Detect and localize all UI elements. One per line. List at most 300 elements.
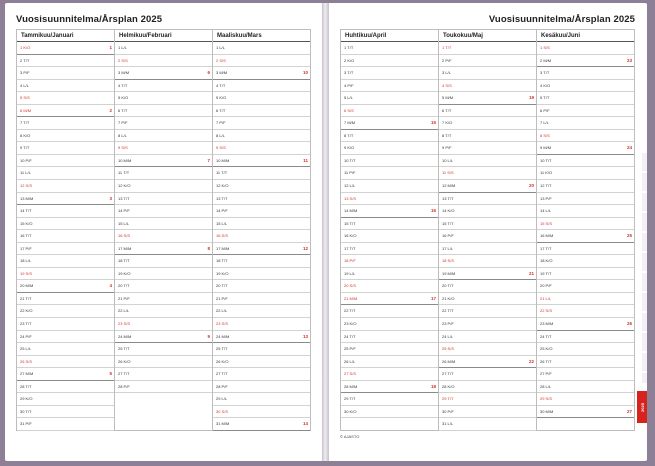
day-row (213, 331, 310, 344)
day-label: 14 P/F (216, 208, 228, 214)
day-label: 13 M/M (20, 195, 34, 201)
day-label: 2 K/O (344, 57, 355, 63)
day-row (439, 305, 536, 318)
day-label: 6 S/S (344, 107, 354, 113)
day-row (341, 117, 438, 130)
day-label: 20 T/T (442, 283, 454, 289)
day-row (17, 92, 114, 105)
day-label: 21 L/L (540, 295, 552, 301)
month-grid (16, 29, 311, 431)
day-row (439, 293, 536, 306)
month-column-february (115, 30, 213, 430)
day-label: 19 K/O (118, 270, 131, 276)
day-label: 11 P/F (344, 170, 356, 176)
day-label: 7 K/O (442, 120, 453, 126)
month-column-april (340, 30, 439, 430)
week-number: 21 (528, 270, 534, 276)
binding-gutter (322, 3, 329, 461)
day-row (439, 67, 536, 80)
month-header: Kesäkuu/Juni (537, 30, 634, 42)
day-row (213, 268, 310, 281)
day-row (439, 117, 536, 130)
day-label: 30 P/F (442, 408, 454, 414)
day-row (341, 331, 438, 344)
day-row (115, 167, 212, 180)
day-label: 12 T/T (540, 183, 552, 189)
week-number: 9 (207, 333, 210, 339)
week-number: 23 (626, 57, 632, 63)
day-label: 3 M/M (216, 70, 228, 76)
week-number: 20 (528, 183, 534, 189)
day-row (439, 331, 536, 344)
day-row (537, 218, 634, 231)
day-row (341, 42, 438, 55)
day-label: 9 T/T (20, 145, 30, 151)
day-label: 3 M/M (118, 70, 130, 76)
day-label: 26 M/M (442, 358, 456, 364)
day-label: 8 T/T (442, 132, 452, 138)
day-row (213, 318, 310, 331)
week-number: 22 (528, 358, 534, 364)
day-label: 2 T/T (20, 57, 30, 63)
day-row (17, 42, 114, 55)
day-label: 16 M/M (540, 233, 554, 239)
day-row (115, 343, 212, 356)
day-row (341, 406, 438, 419)
day-row (17, 343, 114, 356)
day-label: 20 P/F (540, 283, 552, 289)
day-row (115, 80, 212, 93)
day-row (341, 105, 438, 118)
day-row (115, 268, 212, 281)
day-label: 7 P/F (118, 120, 128, 126)
day-label: 31 L/L (442, 421, 454, 427)
day-label: 1 S/S (540, 45, 550, 50)
day-label: 22 L/L (118, 308, 130, 314)
day-row (115, 305, 212, 318)
day-label: 6 T/T (118, 107, 128, 113)
day-row (17, 305, 114, 318)
day-label: 19 K/O (216, 270, 229, 276)
day-label: 24 M/M (216, 333, 230, 339)
day-row (439, 268, 536, 281)
day-label: 28 K/O (442, 383, 455, 389)
day-row (537, 268, 634, 281)
day-label: 24 P/F (20, 333, 32, 339)
day-label: 16 P/F (442, 233, 454, 239)
day-row (213, 243, 310, 256)
day-row (537, 167, 634, 180)
day-label: 7 P/F (216, 120, 226, 126)
day-row (537, 155, 634, 168)
day-row (341, 318, 438, 331)
day-label: 10 M/M (118, 157, 132, 163)
week-number: 24 (626, 145, 632, 151)
day-label: 6 M/M (20, 107, 32, 113)
day-row (439, 393, 536, 406)
day-label: 20 M/M (20, 283, 34, 289)
day-row (115, 117, 212, 130)
day-label: 13 T/T (118, 195, 130, 201)
day-row (17, 243, 114, 256)
day-row (17, 368, 114, 381)
day-label: 30 K/O (344, 408, 357, 414)
day-row (537, 255, 634, 268)
day-row (341, 130, 438, 143)
day-row (537, 205, 634, 218)
day-label: 4 T/T (118, 82, 128, 88)
day-label: 23 K/O (344, 321, 357, 327)
day-label: 27 T/T (442, 371, 454, 377)
day-row (213, 293, 310, 306)
day-label: 30 M/M (540, 408, 554, 414)
day-label: 18 K/O (540, 258, 553, 264)
day-row (537, 318, 634, 331)
week-number: 3 (109, 195, 112, 201)
day-label: 11 L/L (20, 170, 31, 176)
day-row (213, 117, 310, 130)
day-row (213, 368, 310, 381)
month-header: Maaliskuu/Mars (213, 30, 310, 42)
day-label: 7 T/T (20, 120, 30, 126)
day-row (115, 318, 212, 331)
day-label: 1 L/L (118, 45, 127, 50)
day-row (213, 305, 310, 318)
day-row (213, 42, 310, 55)
day-row (537, 180, 634, 193)
day-label: 31 P/F (20, 421, 32, 427)
day-label: 7 M/M (344, 120, 356, 126)
day-row (17, 67, 114, 80)
day-label: 8 S/S (540, 132, 550, 138)
day-row (115, 193, 212, 206)
day-row (17, 117, 114, 130)
day-label: 9 M/M (540, 145, 552, 151)
day-row (537, 356, 634, 369)
day-label: 15 L/L (216, 220, 228, 226)
day-label: 5 S/S (20, 95, 30, 101)
week-number: 1 (109, 45, 112, 50)
day-label: 10 P/F (20, 157, 32, 163)
day-label: 4 L/L (20, 82, 29, 88)
day-label: 13 S/S (344, 195, 357, 201)
day-label: 23 S/S (216, 321, 229, 327)
day-label: 16 T/T (20, 233, 32, 239)
day-row (17, 193, 114, 206)
day-label: 19 M/M (442, 270, 456, 276)
day-row (17, 381, 114, 394)
week-number: 2 (109, 107, 112, 113)
day-label: 25 S/S (442, 346, 455, 352)
month-header: Helmikuu/Februari (115, 30, 212, 42)
day-row (537, 368, 634, 381)
day-label: 25 T/T (118, 346, 130, 352)
day-label: 23 T/T (20, 321, 32, 327)
day-label: 12 M/M (442, 183, 456, 189)
day-row (341, 80, 438, 93)
day-label: 12 L/L (344, 183, 356, 189)
day-row (341, 393, 438, 406)
day-label: 17 M/M (118, 245, 132, 251)
day-row (439, 218, 536, 231)
day-row (17, 331, 114, 344)
day-label: 24 T/T (540, 333, 552, 339)
day-label: 29 S/S (540, 396, 553, 402)
day-label: 23 P/F (442, 321, 454, 327)
day-row (17, 418, 114, 431)
day-label: 18 T/T (216, 258, 228, 264)
day-row (17, 255, 114, 268)
day-row (213, 155, 310, 168)
week-number: 14 (302, 421, 308, 427)
month-grid (340, 29, 635, 431)
day-label: 22 T/T (442, 308, 454, 314)
day-row (341, 218, 438, 231)
month-header: Tammikuu/Januari (17, 30, 114, 42)
planner-right-page (329, 3, 647, 461)
day-label: 27 T/T (216, 371, 228, 377)
week-number: 4 (109, 283, 112, 289)
day-row (115, 293, 212, 306)
day-row (17, 293, 114, 306)
day-row (213, 167, 310, 180)
day-row (213, 218, 310, 231)
week-number: 26 (626, 321, 632, 327)
year-index-tab[interactable] (637, 391, 647, 423)
day-row (17, 130, 114, 143)
day-row (213, 92, 310, 105)
day-label: 24 T/T (344, 333, 356, 339)
day-row (537, 67, 634, 80)
week-number: 27 (626, 408, 632, 414)
day-label: 28 M/M (344, 383, 358, 389)
month-index-strip (642, 153, 647, 383)
day-row (439, 368, 536, 381)
day-row (341, 92, 438, 105)
day-label: 12 K/O (216, 183, 229, 189)
day-label: 28 L/L (540, 383, 552, 389)
day-label: 10 L/L (442, 157, 454, 163)
day-label: 9 P/F (442, 145, 452, 151)
day-row (341, 67, 438, 80)
day-row (537, 80, 634, 93)
day-row (341, 205, 438, 218)
day-row (439, 230, 536, 243)
day-label: 16 S/S (118, 233, 131, 239)
day-label: 12 K/O (118, 183, 131, 189)
day-row (439, 55, 536, 68)
day-label: 2 M/M (540, 57, 552, 63)
week-number: 19 (528, 95, 534, 101)
day-row (213, 343, 310, 356)
day-row (341, 243, 438, 256)
day-label: 14 M/M (344, 208, 358, 214)
day-label: 8 L/L (216, 132, 225, 138)
day-label: 4 K/O (540, 82, 551, 88)
day-label: 6 T/T (442, 107, 452, 113)
day-row (115, 105, 212, 118)
month-header: Huhtikuu/April (341, 30, 438, 42)
day-row (341, 356, 438, 369)
day-label: 4 P/F (344, 82, 354, 88)
day-label: 20 S/S (344, 283, 357, 289)
day-label: 17 P/F (20, 245, 32, 251)
day-row (213, 80, 310, 93)
day-row (537, 305, 634, 318)
day-row (115, 67, 212, 80)
day-label: 13 P/F (540, 195, 552, 201)
day-row (17, 155, 114, 168)
day-row (213, 67, 310, 80)
day-row (17, 268, 114, 281)
day-label: 15 T/T (442, 220, 454, 226)
day-label: 1 T/T (344, 45, 354, 50)
day-label: 19 T/T (540, 270, 552, 276)
day-row (439, 406, 536, 419)
day-label: 21 P/F (118, 295, 130, 301)
day-row (17, 218, 114, 231)
day-label: 27 P/F (540, 371, 552, 377)
day-row (115, 255, 212, 268)
week-number: 11 (303, 157, 308, 163)
day-row (17, 55, 114, 68)
day-label: 8 L/L (118, 132, 127, 138)
day-label: 3 L/L (442, 70, 451, 76)
day-row (17, 393, 114, 406)
day-row (17, 205, 114, 218)
day-label: 23 S/S (118, 321, 131, 327)
day-row (115, 381, 212, 394)
month-column-june (537, 30, 635, 430)
day-row (439, 167, 536, 180)
day-row (439, 381, 536, 394)
day-row (439, 318, 536, 331)
day-label: 15 T/T (344, 220, 356, 226)
day-label: 19 S/S (20, 270, 33, 276)
day-row (17, 280, 114, 293)
day-row (439, 105, 536, 118)
day-label: 29 T/T (344, 396, 356, 402)
day-row (341, 280, 438, 293)
day-label: 16 S/S (216, 233, 229, 239)
day-label: 28 P/F (118, 383, 130, 389)
day-label: 14 K/O (442, 208, 455, 214)
day-label: 12 S/S (20, 183, 33, 189)
day-row (341, 167, 438, 180)
day-row (213, 193, 310, 206)
day-row (115, 42, 212, 55)
day-row (537, 193, 634, 206)
day-label: 6 P/F (540, 107, 550, 113)
year-tab-label: 2025 (639, 402, 645, 412)
day-label: 10 T/T (540, 157, 552, 163)
day-row (439, 343, 536, 356)
day-label: 20 T/T (216, 283, 228, 289)
day-row (537, 142, 634, 155)
day-row (537, 331, 634, 344)
day-label: 3 T/T (344, 70, 354, 76)
day-row (341, 142, 438, 155)
day-row (115, 142, 212, 155)
day-label: 26 K/O (118, 358, 131, 364)
day-row (115, 356, 212, 369)
day-label: 18 S/S (442, 258, 455, 264)
day-label: 30 S/S (216, 408, 229, 414)
day-label: 17 L/L (442, 245, 454, 251)
week-number: 18 (430, 383, 436, 389)
day-label: 14 T/T (20, 208, 32, 214)
day-row (439, 243, 536, 256)
day-row (537, 55, 634, 68)
week-number: 7 (207, 157, 210, 163)
day-label: 11 K/O (540, 170, 553, 176)
day-row (17, 167, 114, 180)
day-row (341, 230, 438, 243)
day-label: 10 M/M (216, 157, 230, 163)
day-row (537, 280, 634, 293)
day-row (115, 180, 212, 193)
day-row (213, 418, 310, 431)
day-label: 20 T/T (118, 283, 130, 289)
day-row (537, 105, 634, 118)
page-title: Vuosisuunnitelma/Årsplan 2025 (16, 14, 163, 25)
day-label: 8 K/O (20, 132, 31, 138)
day-row (115, 230, 212, 243)
page-title: Vuosisuunnitelma/Årsplan 2025 (488, 14, 635, 25)
day-row (439, 205, 536, 218)
day-label: 22 S/S (540, 308, 553, 314)
day-label: 26 S/S (20, 358, 33, 364)
day-label: 24 M/M (118, 333, 132, 339)
day-label: 21 P/F (216, 295, 228, 301)
day-label: 15 L/L (118, 220, 130, 226)
day-row (439, 418, 536, 431)
day-label: 1 T/T (442, 45, 452, 50)
day-label: 14 L/L (540, 208, 552, 214)
week-number: 6 (207, 70, 210, 76)
day-row (537, 130, 634, 143)
day-row (341, 343, 438, 356)
day-label: 22 L/L (216, 308, 228, 314)
day-row (341, 55, 438, 68)
day-label: 11 T/T (118, 170, 130, 176)
day-label: 16 K/O (344, 233, 357, 239)
day-row (537, 293, 634, 306)
day-label: 27 S/S (344, 371, 357, 377)
day-row (439, 130, 536, 143)
day-label: 2 S/S (216, 57, 226, 63)
day-label: 27 T/T (118, 371, 130, 377)
day-row (17, 80, 114, 93)
day-row (341, 381, 438, 394)
day-label: 9 S/S (118, 145, 128, 151)
day-row (17, 356, 114, 369)
day-label: 31 M/M (216, 421, 230, 427)
day-label: 11 T/T (216, 170, 228, 176)
planner-left-page (5, 3, 322, 461)
day-label: 3 T/T (540, 70, 550, 76)
day-row (17, 406, 114, 419)
day-label: 18 P/F (344, 258, 356, 264)
day-label: 8 T/T (344, 132, 354, 138)
day-row (537, 243, 634, 256)
day-row (213, 230, 310, 243)
day-label: 17 T/T (344, 245, 356, 251)
day-label: 26 K/O (216, 358, 229, 364)
day-row (537, 393, 634, 406)
day-row (341, 255, 438, 268)
day-row (439, 92, 536, 105)
